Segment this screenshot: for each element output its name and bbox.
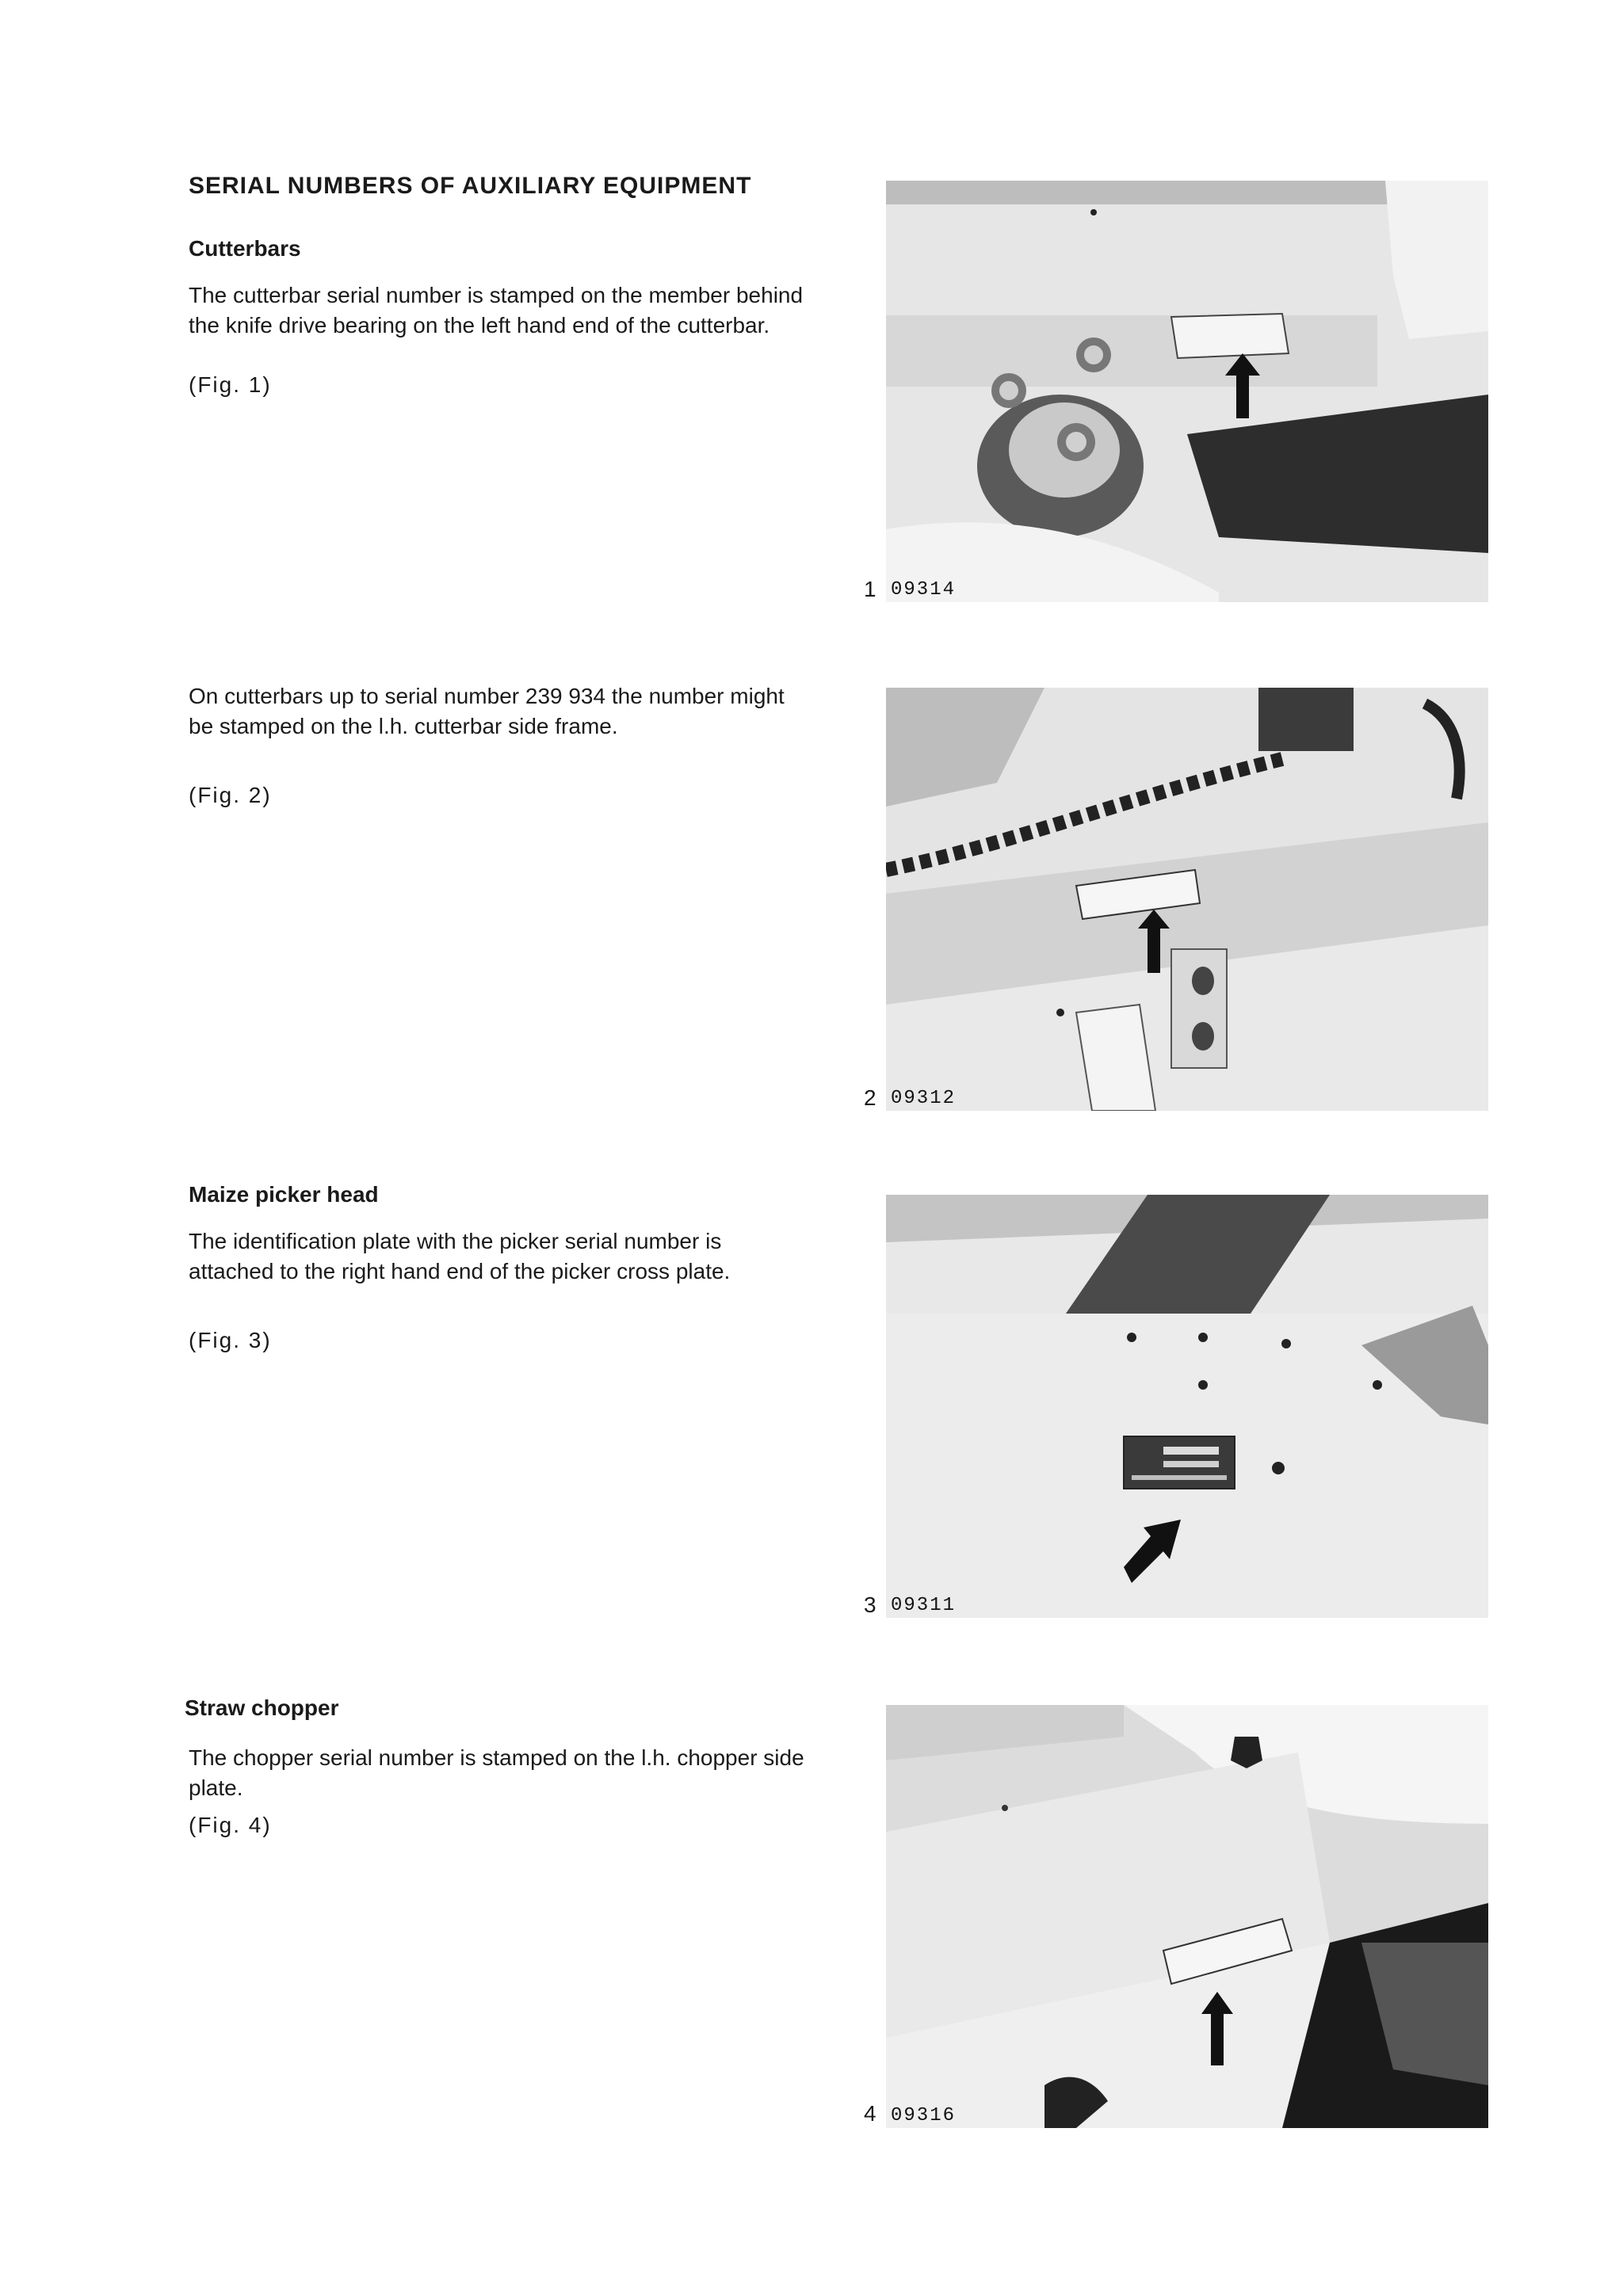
photo-code-4: 09316 <box>891 2105 957 2126</box>
figure-reference-4: (Fig. 4) <box>189 1813 272 1837</box>
photo-fig-2-image <box>886 688 1488 1111</box>
section-heading-cutterbars: Cutterbars <box>189 236 301 261</box>
photo-fig-4-image <box>886 1705 1488 2128</box>
figure-reference-3: (Fig. 3) <box>189 1328 272 1352</box>
figure-number-4: 4 <box>864 2101 876 2126</box>
photo-fig-4 <box>886 1705 1488 2128</box>
photo-code-1: 09314 <box>891 579 957 601</box>
figure-number-1: 1 <box>864 577 876 601</box>
section-text-maize-picker-head: The identification plate with the picker serial number is attached to the right hand end of the picker cross plate. <box>189 1229 731 1283</box>
photo-code-3: 09311 <box>891 1595 957 1616</box>
photo-fig-2 <box>886 688 1488 1111</box>
section-text-straw-chopper: The chopper serial number is stamped on the l.h. chopper side plate. <box>189 1745 804 1800</box>
photo-fig-3-image <box>886 1195 1488 1618</box>
section-text-cutterbars: The cutterbar serial number is stamped on the member behind the knife drive bearing on the left hand end of the cutterbar. <box>189 283 804 338</box>
figure-reference-1: (Fig. 1) <box>189 372 272 397</box>
photo-fig-1-image <box>886 181 1488 602</box>
section-heading-maize-picker-head: Maize picker head <box>189 1182 379 1207</box>
figure-reference-2: (Fig. 2) <box>189 783 272 807</box>
section-heading-straw-chopper: Straw chopper <box>185 1695 339 1720</box>
photo-fig-3 <box>886 1195 1488 1618</box>
photo-code-2: 09312 <box>891 1088 957 1109</box>
section-text-cutterbar-side-frame: On cutterbars up to serial number 239 934 the number might be stamped on the l.h. cutterbar side frame. <box>189 684 785 738</box>
page-title: SERIAL NUMBERS OF AUXILIARY EQUIPMENT <box>189 173 752 199</box>
figure-number-2: 2 <box>864 1085 876 1110</box>
photo-fig-1 <box>886 181 1488 602</box>
figure-number-3: 3 <box>864 1592 876 1617</box>
